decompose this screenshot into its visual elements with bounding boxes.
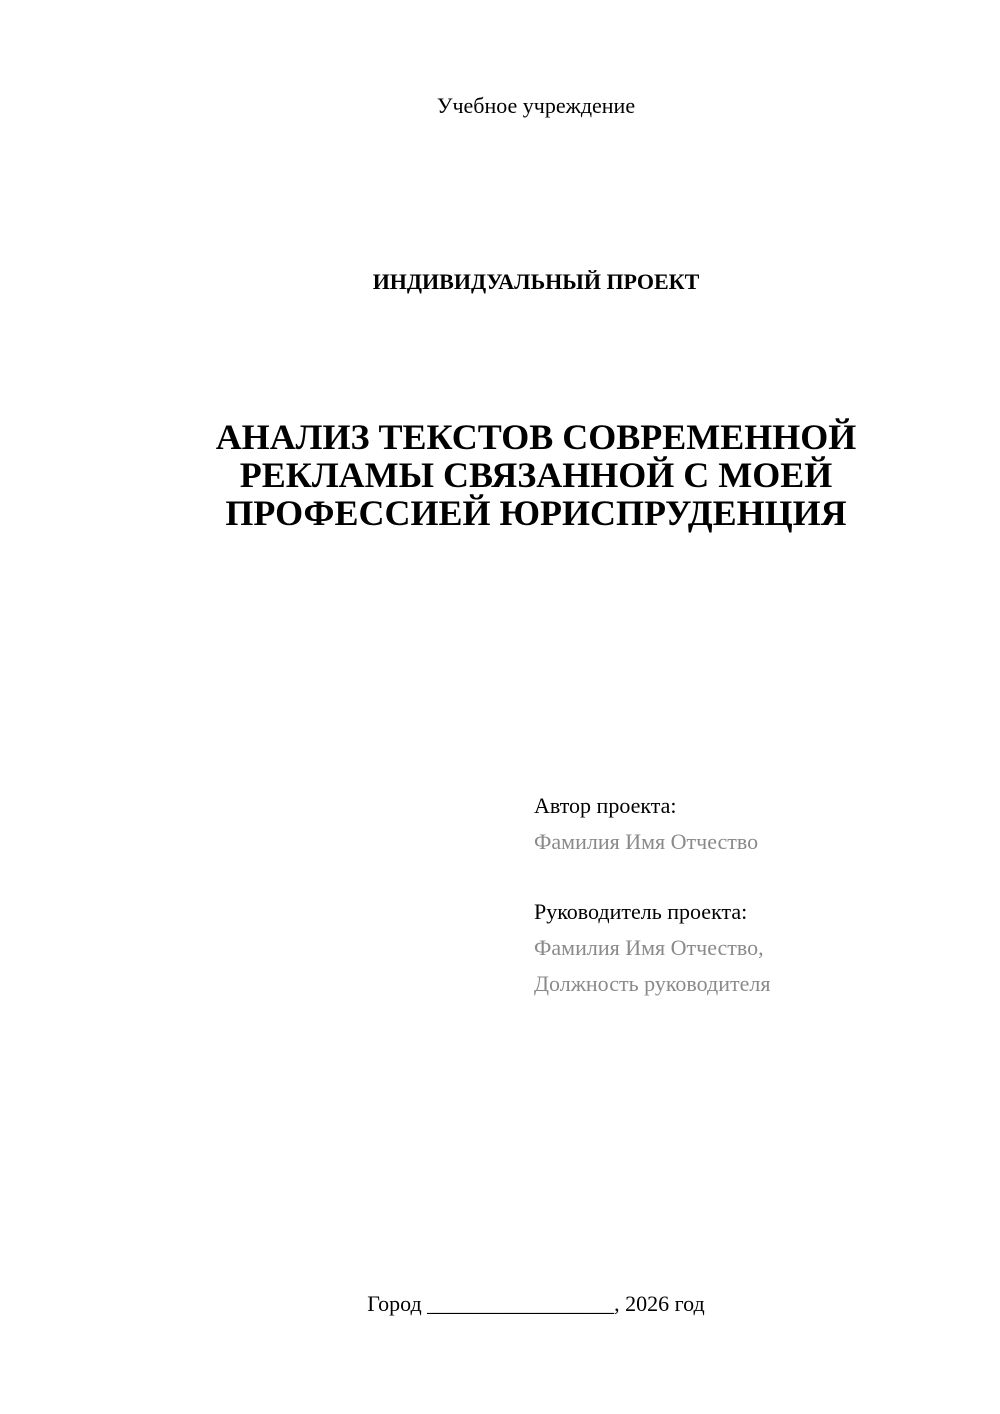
project-type-heading: ИНДИВИДУАЛЬНЫЙ ПРОЕКТ	[372, 269, 700, 294]
project-info-block	[534, 788, 974, 1002]
project-title-line: ПРОФЕССИЕЙ ЮРИСПРУДЕНЦИЯ	[225, 493, 847, 533]
project-title	[186, 418, 886, 532]
supervisor-label: Руководитель проекта:	[534, 899, 748, 924]
author-name: Фамилия Имя Отчество	[534, 829, 759, 854]
supervisor-position: Должность руководителя	[534, 971, 771, 996]
city-year-footer: Город _________________, 2026 год	[367, 1291, 705, 1316]
author-label: Автор проекта:	[534, 793, 677, 818]
project-title-line: РЕКЛАМЫ СВЯЗАННОЙ С МОЕЙ	[239, 455, 833, 495]
supervisor-name: Фамилия Имя Отчество,	[534, 935, 764, 960]
spacer	[534, 860, 974, 894]
project-title-line: АНАЛИЗ ТЕКСТОВ СОВРЕМЕННОЙ	[215, 417, 857, 457]
institution-name: Учебное учреждение	[436, 93, 636, 118]
